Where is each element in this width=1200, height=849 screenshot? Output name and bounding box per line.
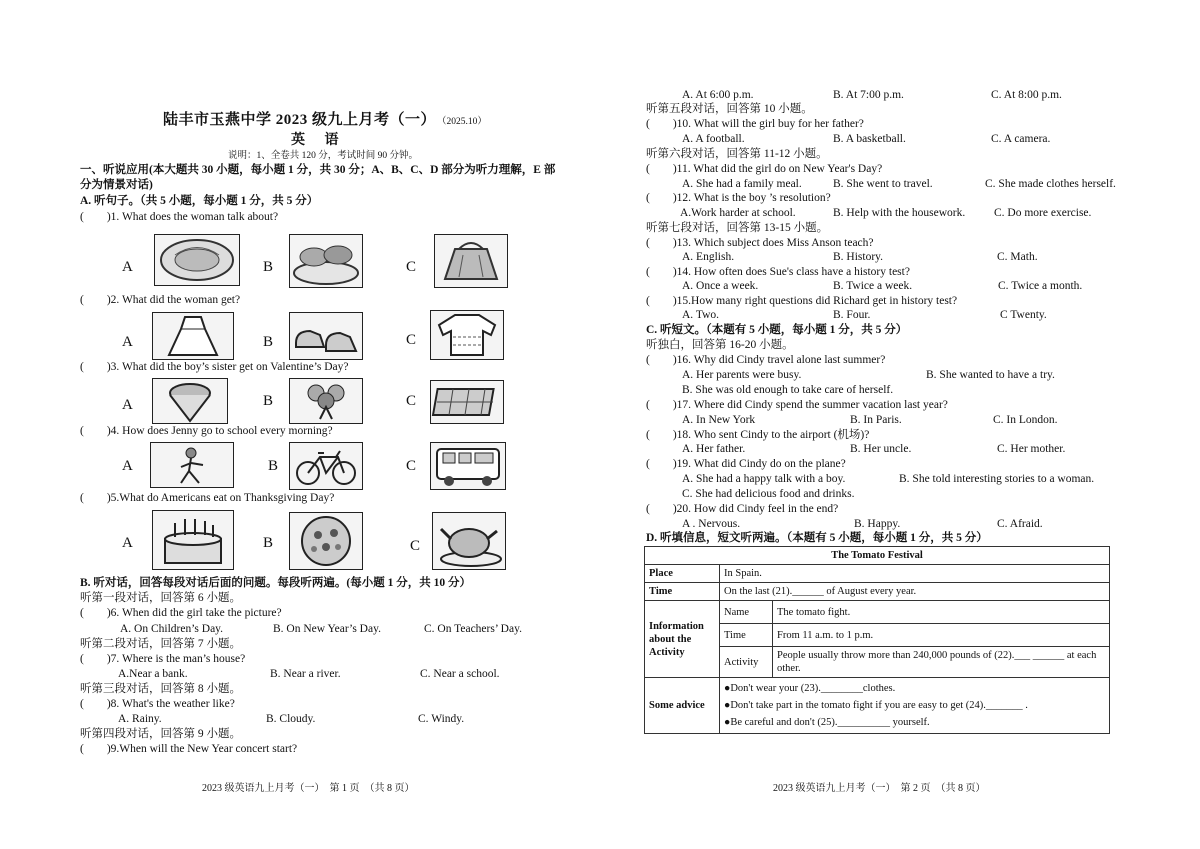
q13-option-c: C. Math. bbox=[997, 251, 1038, 263]
q20-option-a: A . Nervous. bbox=[682, 518, 741, 530]
partD-heading: D. 听填信息，短文听两遍。（本题有 5 小题，每小题 1 分，共 5 分） bbox=[646, 532, 988, 544]
q4-pic-c bbox=[430, 442, 506, 490]
question-1: ( )1. What does the woman talk about? bbox=[80, 211, 279, 223]
page-1-footer: 2023 级英语九上月考（一） 第 1 页 （共 8 页） bbox=[202, 783, 415, 794]
question-5: ( )5.What do Americans eat on Thanksgiving Day? bbox=[80, 492, 335, 504]
bus-icon bbox=[431, 443, 505, 489]
q11-option-b: B. She went to travel. bbox=[833, 178, 933, 190]
dialogue-3-heading: 听第三段对话，回答第 8 小题。 bbox=[80, 683, 241, 695]
q19-option-a: A. She had a happy talk with a boy. bbox=[682, 473, 846, 485]
question-8: ( )8. What's the weather like? bbox=[80, 698, 235, 710]
q18-option-c: C. Her mother. bbox=[997, 443, 1066, 455]
roast-turkey-icon bbox=[433, 513, 505, 569]
question-20: ( )20. How did Cindy feel in the end? bbox=[646, 503, 839, 515]
walking-person-icon bbox=[151, 443, 233, 487]
exam-date: （2025.10） bbox=[437, 117, 487, 127]
bicycle-icon bbox=[290, 443, 362, 489]
flowers-icon bbox=[290, 379, 362, 423]
place-value: In Spain. bbox=[720, 565, 1110, 583]
q10-option-b: B. A basketball. bbox=[833, 133, 906, 145]
question-3: ( )3. What did the boy’s sister get on Valentine’s Day? bbox=[80, 361, 349, 373]
advice-item-2: ●Don't take part in the tomato fight if you are easy to get (24)._______ . bbox=[724, 700, 1028, 711]
page-2-footer: 2023 级英语九上月考（一） 第 2 页 （共 8 页） bbox=[773, 783, 986, 794]
q17-option-a: A. In New York bbox=[682, 414, 756, 426]
q3-option-a: A bbox=[122, 397, 133, 413]
q4-option-b: B bbox=[268, 458, 279, 474]
q5-pic-b bbox=[289, 512, 363, 570]
q14-option-a: A. Once a week. bbox=[682, 280, 759, 292]
question-19: ( )19. What did Cindy do on the plane? bbox=[646, 458, 846, 470]
q1-option-a: A bbox=[122, 259, 133, 275]
q16-option-a: A. Her parents were busy. bbox=[682, 369, 802, 381]
activity-label: Activity bbox=[720, 647, 773, 678]
q9-option-a: A. At 6:00 p.m. bbox=[682, 89, 754, 101]
q6-option-c: C. On Teachers’ Day. bbox=[424, 623, 522, 635]
q15-option-b: B. Four. bbox=[833, 309, 871, 321]
q12-option-c: C. Do more exercise. bbox=[994, 207, 1092, 219]
q6-option-a: A. On Children’s Day. bbox=[120, 623, 224, 635]
question-12: ( )12. What is the boy ’s resolution? bbox=[646, 192, 831, 204]
ice-cream-icon bbox=[153, 379, 227, 423]
advice-item-3: ●Be careful and don't (25).__________ yourself. bbox=[724, 717, 930, 728]
section1-heading: 一、听说应用(本大题共 30 小题，每小题 1 分，共 30 分；A、B、C、D 部分为听力理解，E 部 bbox=[80, 164, 556, 176]
q1-option-b: B bbox=[263, 259, 274, 275]
question-2: ( )2. What did the woman get? bbox=[80, 294, 241, 306]
advice-list bbox=[720, 678, 1110, 734]
exam-note: 说明：1、全卷共 120 分，考试时间 90 分钟。 bbox=[228, 151, 419, 161]
q12-option-b: B. Help with the housework. bbox=[833, 207, 966, 219]
q2-pic-c bbox=[430, 310, 504, 360]
partB-heading: B. 听对话，回答每段对话后面的问题。每段听两遍。(每小题 1 分，共 10 分） bbox=[80, 577, 471, 589]
question-6: ( )6. When did the girl take the picture? bbox=[80, 607, 282, 619]
tomato-festival-table bbox=[644, 546, 1110, 734]
info-label: Information about the Activity bbox=[645, 601, 720, 678]
section1-heading-cont: 分为情景对话) bbox=[80, 179, 153, 191]
question-14: ( )14. How often does Sue's class have a history test? bbox=[646, 266, 910, 278]
exam-page-2 bbox=[600, 0, 1200, 849]
q3-option-b: B bbox=[263, 393, 274, 409]
q4-pic-a bbox=[150, 442, 234, 488]
q9-option-c: C. At 8:00 p.m. bbox=[991, 89, 1062, 101]
pizza-icon bbox=[290, 513, 362, 569]
q18-option-b: B. Her uncle. bbox=[850, 443, 912, 455]
q16-option-b: B. She wanted to have a try. bbox=[926, 369, 1055, 381]
partA-heading: A. 听句子。（共 5 小题，每小题 1 分，共 5 分） bbox=[80, 195, 319, 207]
q1-pic-b bbox=[289, 234, 363, 288]
q19-option-b: B. She told interesting stories to a woman. bbox=[899, 473, 1095, 485]
table-title: The Tomato Festival bbox=[645, 547, 1110, 565]
q17-option-b: B. In Paris. bbox=[850, 414, 902, 426]
dialogue-2-heading: 听第二段对话，回答第 7 小题。 bbox=[80, 638, 241, 650]
q4-option-c: C bbox=[406, 458, 417, 474]
q15-option-c: C Twenty. bbox=[1000, 309, 1047, 321]
q2-option-c: C bbox=[406, 332, 417, 348]
time-label: Time bbox=[645, 583, 720, 601]
name-value: The tomato fight. bbox=[773, 601, 1110, 624]
q6-option-b: B. On New Year’s Day. bbox=[273, 623, 381, 635]
q10-option-c: C. A camera. bbox=[991, 133, 1051, 145]
question-15: ( )15.How many right questions did Richard get in history test? bbox=[646, 295, 958, 307]
question-13: ( )13. Which subject does Miss Anson teach? bbox=[646, 237, 874, 249]
q5-option-a: A bbox=[122, 535, 133, 551]
dialogue-5-heading: 听第五段对话，回答第 10 小题。 bbox=[646, 103, 813, 115]
partC-heading: C. 听短文。（本题有 5 小题，每小题 1 分，共 5 分） bbox=[646, 324, 908, 336]
q11-option-c: C. She made clothes herself. bbox=[985, 178, 1116, 190]
q5-option-b: B bbox=[263, 535, 274, 551]
q3-option-c: C bbox=[406, 393, 417, 409]
time-value: On the last (21).______ of August every year. bbox=[720, 583, 1110, 601]
q1-option-c: C bbox=[406, 259, 417, 275]
q2-option-a: A bbox=[122, 334, 133, 350]
q2-pic-a bbox=[152, 312, 234, 360]
q13-option-b: B. History. bbox=[833, 251, 884, 263]
question-16: ( )16. Why did Cindy travel alone last summer? bbox=[646, 354, 886, 366]
q9-option-b: B. At 7:00 p.m. bbox=[833, 89, 904, 101]
question-10: ( )10. What will the girl buy for her father? bbox=[646, 118, 864, 130]
q18-option-a: A. Her father. bbox=[682, 443, 746, 455]
question-7: ( )7. Where is the man’s house? bbox=[80, 653, 246, 665]
q17-option-c: C. In London. bbox=[993, 414, 1058, 426]
name-label: Name bbox=[720, 601, 773, 624]
q1-pic-a bbox=[154, 234, 240, 286]
q11-option-a: A. She had a family meal. bbox=[682, 178, 802, 190]
activity-value: People usually throw more than 240,000 pounds of (22).___ ______ at each other. bbox=[773, 647, 1110, 678]
q4-option-a: A bbox=[122, 458, 133, 474]
dialogue-1-heading: 听第一段对话，回答第 6 小题。 bbox=[80, 592, 241, 604]
q8-option-c: C. Windy. bbox=[418, 713, 465, 725]
question-4: ( )4. How does Jenny go to school every morning? bbox=[80, 425, 333, 437]
dishes-icon bbox=[290, 235, 362, 287]
q19-option-c: C. She had delicious food and drinks. bbox=[682, 488, 855, 500]
question-17: ( )17. Where did Cindy spend the summer vacation last year? bbox=[646, 399, 948, 411]
question-11: ( )11. What did the girl do on New Year's Day? bbox=[646, 163, 883, 175]
q12-option-a: A.Work harder at school. bbox=[680, 207, 796, 219]
shoes-icon bbox=[290, 313, 362, 359]
q5-pic-a bbox=[152, 510, 234, 570]
advice-item-1: ●Don't wear your (23).________clothes. bbox=[724, 683, 896, 694]
exam-subject: 英 语 bbox=[291, 133, 347, 148]
q8-option-b: B. Cloudy. bbox=[266, 713, 316, 725]
q2-option-b: B bbox=[263, 334, 274, 350]
q7-option-a: A.Near a bank. bbox=[118, 668, 188, 680]
q8-option-a: A. Rainy. bbox=[118, 713, 162, 725]
sweater-icon bbox=[431, 311, 503, 359]
q14-option-c: C. Twice a month. bbox=[998, 280, 1083, 292]
q5-option-c: C bbox=[410, 538, 421, 554]
q10-option-a: A. A football. bbox=[682, 133, 745, 145]
advice-label: Some advice bbox=[645, 678, 720, 734]
q7-option-c: C. Near a school. bbox=[420, 668, 500, 680]
chocolate-icon bbox=[431, 381, 503, 423]
exam-title: 陆丰市玉燕中学 2023 级九上月考（一） bbox=[163, 112, 437, 128]
dialogue-6-heading: 听第六段对话，回答第 11-12 小题。 bbox=[646, 148, 828, 160]
dialogue-7-heading: 听第七段对话，回答第 13-15 小题。 bbox=[646, 222, 829, 234]
birthday-cake-icon bbox=[153, 511, 233, 569]
q13-option-a: A. English. bbox=[682, 251, 735, 263]
place-label: Place bbox=[645, 565, 720, 583]
q14-option-b: B. Twice a week. bbox=[833, 280, 913, 292]
question-18: ( )18. Who sent Cindy to the airport (机场)? bbox=[646, 429, 870, 441]
monologue-heading: 听独白，回答第 16-20 小题。 bbox=[646, 339, 794, 351]
q3-pic-b bbox=[289, 378, 363, 424]
q20-option-b: B. Happy. bbox=[854, 518, 901, 530]
dialogue-4-heading: 听第四段对话，回答第 9 小题。 bbox=[80, 728, 241, 740]
food-plate-icon bbox=[155, 235, 239, 285]
q16-option-c: B. She was old enough to take care of herself. bbox=[682, 384, 894, 396]
q2-pic-b bbox=[289, 312, 363, 360]
q3-pic-a bbox=[152, 378, 228, 424]
activity-time-value: From 11 a.m. to 1 p.m. bbox=[773, 624, 1110, 647]
q5-pic-c bbox=[432, 512, 506, 570]
q3-pic-c bbox=[430, 380, 504, 424]
q20-option-c: C. Afraid. bbox=[997, 518, 1043, 530]
bag-icon bbox=[435, 235, 507, 287]
q7-option-b: B. Near a river. bbox=[270, 668, 341, 680]
q4-pic-b bbox=[289, 442, 363, 490]
question-9: ( )9.When will the New Year concert start? bbox=[80, 743, 298, 755]
q15-option-a: A. Two. bbox=[682, 309, 719, 321]
dress-icon bbox=[153, 313, 233, 359]
activity-time-label: Time bbox=[720, 624, 773, 647]
q1-pic-c bbox=[434, 234, 508, 288]
